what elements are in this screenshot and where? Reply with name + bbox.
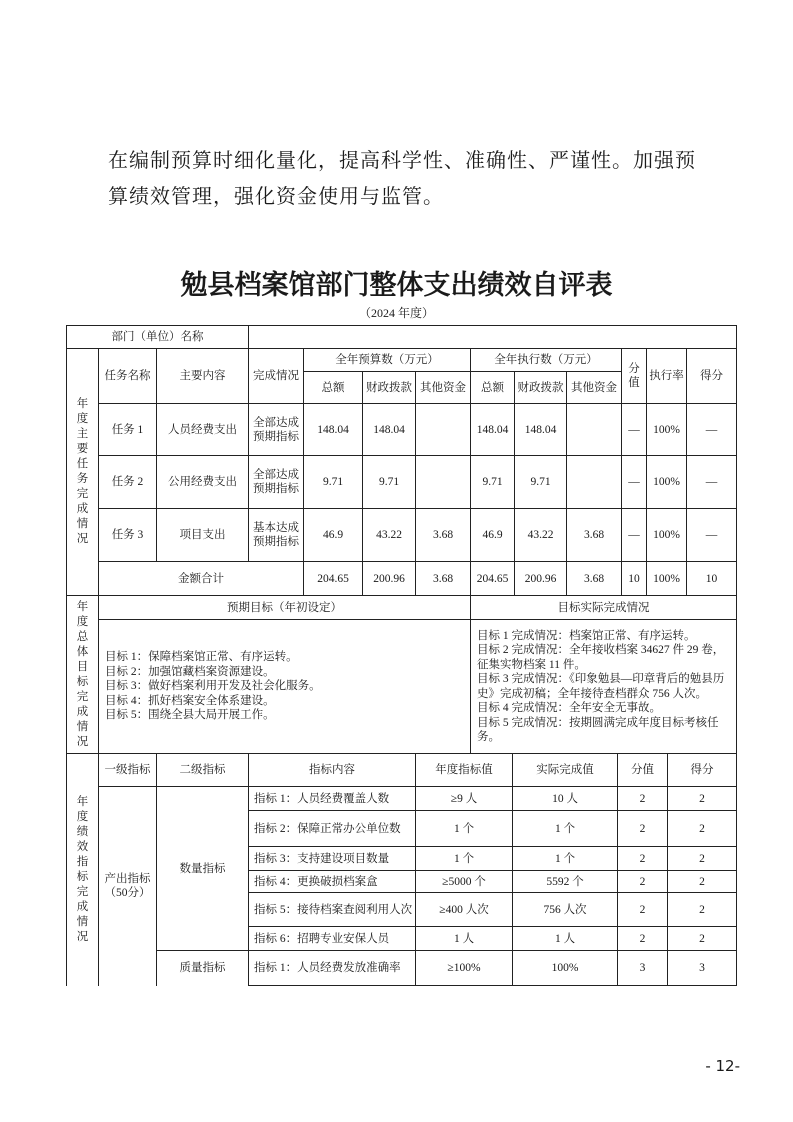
task-budget-total: 148.04: [304, 404, 363, 456]
indicator-actual: 100%: [513, 951, 618, 986]
dept-label: 部门（单位）名称: [67, 326, 249, 349]
perf-section-label-text: 年度绩效指标完成情况: [76, 795, 89, 943]
expected-goal: 目标 4：抓好档案安全体系建设。: [105, 694, 275, 707]
goals-header-row: [67, 596, 737, 620]
indicator-target: 1 人: [416, 927, 513, 951]
task-name: 任务 3: [99, 509, 157, 562]
document-subtitle-year: （2024 年度）: [358, 306, 434, 320]
indicator-score-value: 2: [618, 871, 668, 893]
expected-goal: 目标 1：保障档案馆正常、有序运转。: [105, 651, 298, 664]
perf-header-row: [67, 754, 737, 787]
perf-header-score-value: 分值: [618, 754, 668, 787]
goals-actual-list: [471, 620, 737, 754]
indicator-actual: 5592 个: [513, 871, 618, 893]
indicator-content: 指标 2：保障正常办公单位数: [249, 811, 416, 847]
task-row: [67, 509, 737, 562]
perf-header-target: 年度指标值: [416, 754, 513, 787]
task-exec-total: 46.9: [471, 509, 515, 562]
indicator-score: 2: [668, 847, 737, 871]
tasks-header-row-1: [67, 349, 737, 372]
indicator-score: 2: [668, 927, 737, 951]
header-budget-fiscal: 财政拨款: [363, 372, 416, 404]
perf-header-content: 指标内容: [249, 754, 416, 787]
task-row: [67, 404, 737, 456]
indicator-content: 指标 4：更换破损档案盒: [249, 871, 416, 893]
indicator-actual: 756 人次: [513, 893, 618, 927]
goals-section-label-text: 年度总体目标完成情况: [76, 600, 89, 748]
total-row: [67, 562, 737, 596]
task-status: 全部达成预期指标: [249, 404, 304, 456]
task-exec-other: 3.68: [567, 509, 622, 562]
perf-header-level2: 二级指标: [157, 754, 249, 787]
performance-evaluation-table: [66, 325, 737, 754]
total-score: 10: [687, 562, 737, 596]
task-score: —: [687, 404, 737, 456]
header-budget-total: 总额: [304, 372, 363, 404]
task-row: [67, 456, 737, 509]
header-exec-group: 全年执行数（万元）: [471, 349, 622, 372]
indicator-score-value: 2: [618, 893, 668, 927]
goals-expected-list: [99, 620, 471, 754]
task-budget-fiscal: 43.22: [363, 509, 416, 562]
task-budget-total: 46.9: [304, 509, 363, 562]
indicator-actual: 10 人: [513, 787, 618, 811]
task-score: —: [687, 456, 737, 509]
task-score-value: —: [622, 404, 647, 456]
document-title: 勉县档案馆部门整体支出绩效自评表: [180, 270, 613, 300]
indicator-score-value: 2: [618, 927, 668, 951]
header-budget-other: 其他资金: [416, 372, 471, 404]
indicator-score: 2: [668, 811, 737, 847]
goals-actual-header: 目标实际完成情况: [471, 596, 737, 620]
task-exec-fiscal: 43.22: [515, 509, 567, 562]
indicator-target: ≥400 人次: [416, 893, 513, 927]
total-score-value: 10: [622, 562, 647, 596]
level1-output: 产出指标（50分）: [99, 787, 157, 986]
task-content: 项目支出: [157, 509, 249, 562]
task-content: 公用经费支出: [157, 456, 249, 509]
indicator-content: 指标 6：招聘专业安保人员: [249, 927, 416, 951]
perf-header-score: 得分: [668, 754, 737, 787]
task-budget-other: [416, 456, 471, 509]
total-exec-total: 204.65: [471, 562, 515, 596]
header-score-value: 分值: [622, 349, 647, 404]
indicator-score: 2: [668, 871, 737, 893]
dept-row: [67, 326, 737, 349]
tasks-section-label-text: 年度主要任务完成情况: [76, 398, 89, 545]
task-exec-fiscal: 148.04: [515, 404, 567, 456]
total-exec-other: 3.68: [567, 562, 622, 596]
tables-wrapper: [66, 325, 736, 986]
task-exec-total: 9.71: [471, 456, 515, 509]
task-status: 基本达成预期指标: [249, 509, 304, 562]
total-label: 金额合计: [99, 562, 304, 596]
indicator-row: [67, 787, 737, 811]
indicator-score-value: 2: [618, 787, 668, 811]
header-exec-fiscal: 财政拨款: [515, 372, 567, 404]
header-content: 主要内容: [157, 349, 249, 404]
total-budget-other: 3.68: [416, 562, 471, 596]
task-name: 任务 1: [99, 404, 157, 456]
task-exec-rate: 100%: [647, 404, 687, 456]
indicator-content: 指标 1：人员经费发放准确率: [249, 951, 416, 986]
indicator-score-value: 3: [618, 951, 668, 986]
indicator-target: 1 个: [416, 847, 513, 871]
actual-goal: 目标 4 完成情况：全年安全无事故。: [477, 702, 662, 714]
dept-value: [249, 326, 737, 349]
tasks-section-label: [67, 349, 99, 596]
task-exec-other: [567, 404, 622, 456]
task-budget-other: 3.68: [416, 509, 471, 562]
actual-goal: 目标 5 完成情况：按期圆满完成年度目标考核任务。: [477, 716, 719, 743]
performance-indicators-table: [66, 753, 737, 986]
task-budget-total: 9.71: [304, 456, 363, 509]
indicator-target: ≥5000 个: [416, 871, 513, 893]
indicator-content: 指标 3：支持建设项目数量: [249, 847, 416, 871]
indicator-actual: 1 人: [513, 927, 618, 951]
actual-goal: 目标 1 完成情况：档案馆正常、有序运转。: [477, 629, 696, 642]
level2-quantity: 数量指标: [157, 787, 249, 951]
header-status: 完成情况: [249, 349, 304, 404]
expected-goal: 目标 2：加强馆藏档案资源建设。: [105, 665, 275, 678]
indicator-score-value: 2: [618, 811, 668, 847]
indicator-target: ≥100%: [416, 951, 513, 986]
task-content: 人员经费支出: [157, 404, 249, 456]
indicator-row: [67, 951, 737, 986]
page-number: - 12-: [705, 1057, 740, 1075]
header-score: 得分: [687, 349, 737, 404]
expected-goal: 目标 3：做好档案利用开发及社会化服务。: [105, 680, 321, 693]
task-score-value: —: [622, 456, 647, 509]
task-status: 全部达成预期指标: [249, 456, 304, 509]
indicator-score: 2: [668, 787, 737, 811]
goals-expected-header: 预期目标（年初设定）: [99, 596, 471, 620]
header-exec-other: 其他资金: [567, 372, 622, 404]
task-score: —: [687, 509, 737, 562]
task-exec-rate: 100%: [647, 509, 687, 562]
task-exec-total: 148.04: [471, 404, 515, 456]
header-exec-rate: 执行率: [647, 349, 687, 404]
task-exec-rate: 100%: [647, 456, 687, 509]
header-exec-total: 总额: [471, 372, 515, 404]
indicator-content: 指标 5：接待档案查阅利用人次: [249, 893, 416, 927]
goals-section-label: [67, 596, 99, 754]
task-budget-other: [416, 404, 471, 456]
perf-section-label: [67, 754, 99, 986]
total-exec-rate: 100%: [647, 562, 687, 596]
indicator-score-value: 2: [618, 847, 668, 871]
header-budget-group: 全年预算数（万元）: [304, 349, 471, 372]
indicator-actual: 1 个: [513, 847, 618, 871]
indicator-content: 指标 1：人员经费覆盖人数: [249, 787, 416, 811]
intro-paragraph-line-1: 在编制预算时细化量化，提高科学性、准确性、严谨性。加强预: [108, 150, 696, 172]
actual-goal: 目标 2 完成情况：全年接收档案 34627 件 29 卷，征集实物档案 11 件。: [477, 644, 725, 671]
total-exec-fiscal: 200.96: [515, 562, 567, 596]
header-task-name: 任务名称: [99, 349, 157, 404]
task-exec-fiscal: 9.71: [515, 456, 567, 509]
goals-body-row: [67, 620, 737, 754]
intro-paragraph-line-2: 算绩效管理，强化资金使用与监管。: [108, 186, 444, 208]
total-budget-total: 204.65: [304, 562, 363, 596]
level2-quality: 质量指标: [157, 951, 249, 986]
task-exec-other: [567, 456, 622, 509]
task-name: 任务 2: [99, 456, 157, 509]
indicator-actual: 1 个: [513, 811, 618, 847]
perf-header-actual: 实际完成值: [513, 754, 618, 787]
expected-goal: 目标 5：围绕全县大局开展工作。: [105, 709, 275, 722]
task-budget-fiscal: 9.71: [363, 456, 416, 509]
indicator-score: 3: [668, 951, 737, 986]
actual-goal: 目标 3 完成情况：《印象勉县—印章背后的勉县历史》完成初稿；全年接待查档群众 756 人次。: [477, 673, 725, 700]
task-score-value: —: [622, 509, 647, 562]
indicator-target: ≥9 人: [416, 787, 513, 811]
indicator-score: 2: [668, 893, 737, 927]
perf-header-level1: 一级指标: [99, 754, 157, 787]
indicator-target: 1 个: [416, 811, 513, 847]
task-budget-fiscal: 148.04: [363, 404, 416, 456]
total-budget-fiscal: 200.96: [363, 562, 416, 596]
